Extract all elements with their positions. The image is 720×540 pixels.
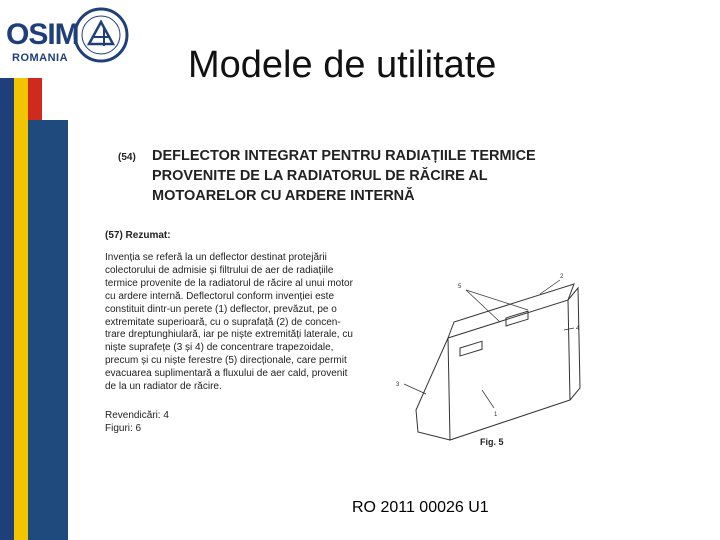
yellow-stripe [14, 0, 28, 540]
publication-number: RO 2011 00026 U1 [352, 499, 489, 516]
abstract-line: trare dreptunghiulară, iar pe niște extremități laterale, cu [105, 329, 353, 341]
patent-title-line: PROVENITE DE LA RADIATORUL DE RĂCIRE AL [152, 168, 488, 184]
abstract-line: evacuarea suplimentară a fluxului de aer cald, provenit [105, 368, 348, 380]
abstract-line: colectorului de admisie și filtrului de aer de radiațiile [105, 264, 334, 276]
abstract-line: termice provenite de la radiatorul de răcire al unui motor [105, 277, 353, 289]
claims-figures-info [105, 410, 169, 435]
leader-line-5 [466, 290, 500, 322]
abstract-line: precum și cu niște ferestre (5) direcționale, care permit [105, 355, 347, 367]
patent-title-line: MOTOARELOR CU ARDERE INTERNĂ [152, 188, 415, 204]
deflector-panel-shape [448, 300, 570, 440]
abstract-line: Invenția se referă la un deflector destinat protejării [105, 252, 327, 263]
leader-line-1 [482, 390, 494, 408]
deflector-drawing [388, 250, 588, 450]
leader-line-5b [466, 290, 528, 310]
patent-title-line: DEFLECTOR INTEGRAT PENTRU RADIAȚIILE TERMICE [152, 148, 536, 164]
figure-label-3: 3 [396, 382, 400, 388]
osim-seal-icon [72, 6, 130, 64]
abstract-line: extremitate superioară, cu o suprafață (2) de concen- [105, 316, 341, 328]
abstract-line: cu ardere internă. Deflectorul conform invenției este [105, 290, 335, 302]
logo-name: OSIM [6, 18, 79, 51]
figure-label-2: 2 [560, 274, 564, 280]
logo-country: ROMANIA [12, 52, 69, 64]
window-shape [460, 341, 482, 356]
blue-panel [28, 120, 68, 540]
abstract-line: de la un radiator de răcire. [105, 381, 222, 393]
field-54-code: (54) [118, 152, 136, 163]
field-57-label: (57) Rezumat: [105, 230, 171, 241]
patent-title [152, 146, 592, 206]
abstract-line: constituit dintr-un perete (1) deflector, prevăzut, pe o [105, 303, 337, 315]
claims-count: Revendicări: 4 [105, 410, 169, 421]
osim-logo [0, 0, 135, 78]
figure-label-4: 4 [576, 326, 580, 332]
patent-abstract-document [100, 140, 590, 470]
left-side-shape [416, 338, 450, 440]
blue-stripe [0, 0, 14, 540]
page-title: Modele de utilitate [188, 44, 497, 86]
sidebar-flag-stripes [0, 0, 68, 540]
figure-label-5: 5 [458, 284, 462, 290]
figure-caption: Fig. 5 [480, 437, 504, 447]
top-surface-shape [448, 284, 574, 338]
abstract-line: niște suprafețe (3 și 4) de concentrare trapezoidale, [105, 342, 334, 354]
figures-count: Figuri: 6 [105, 422, 142, 434]
abstract-text [105, 252, 353, 394]
figure-label-1: 1 [494, 412, 498, 418]
leader-line-3 [404, 384, 426, 394]
